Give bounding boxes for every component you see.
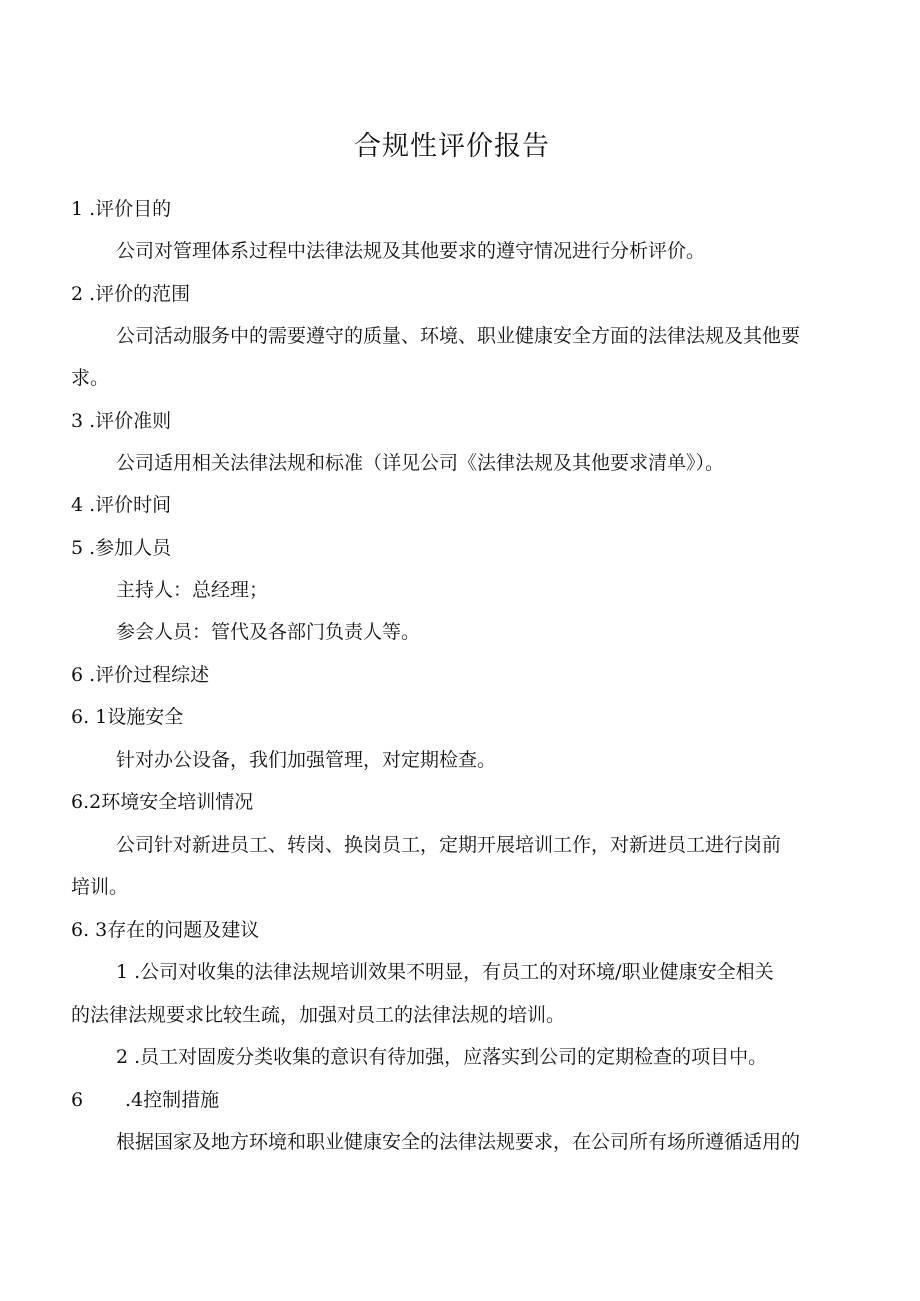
section-6-1-body: 针对办公设备，我们加强管理，对定期检查。 <box>116 749 497 771</box>
section-5-host: 主持人：总经理； <box>116 579 269 601</box>
section-6-3-item-2: 2 .员工对固废分类收集的意识有待加强，应落实到公司的定期检查的项目中。 <box>116 1046 768 1068</box>
section-6-3-item-1-line-2: 的法律法规要求比较生疏，加强对员工的法律法规的培训。 <box>71 1004 566 1026</box>
section-4-heading: 4 .评价时间 <box>71 494 172 516</box>
section-6-4-title: .4控制措施 <box>125 1089 220 1111</box>
section-6-heading: 6 .评价过程综述 <box>71 664 210 686</box>
section-6-4-body-line-1: 根据国家及地方环境和职业健康安全的法律法规要求，在公司所有场所遵循适用的 <box>116 1131 801 1153</box>
section-1-heading: 1 .评价目的 <box>71 198 172 220</box>
section-6-2-body-line-1: 公司针对新进员工、转岗、换岗员工，定期开展培训工作，对新进员工进行岗前 <box>116 834 782 856</box>
section-2-heading: 2 .评价的范围 <box>71 283 191 305</box>
section-1-body: 公司对管理体系过程中法律法规及其他要求的遵守情况进行分析评价。 <box>116 240 706 262</box>
section-6-2-body-line-2: 培训。 <box>71 876 129 898</box>
section-3-heading: 3 .评价准则 <box>71 410 172 432</box>
section-5-heading: 5 .参加人员 <box>71 537 172 559</box>
section-6-2-heading: 6.2环境安全培训情况 <box>71 791 254 813</box>
section-6-4-number: 6 <box>71 1089 84 1111</box>
document-title: 合规性评价报告 <box>354 131 550 162</box>
section-6-4-heading <box>71 1088 219 1112</box>
section-6-3-item-1-line-1: 1 .公司对收集的法律法规培训效果不明显，有员工的对环境/职业健康安全相关 <box>116 961 774 983</box>
section-3-body: 公司适用相关法律法规和标准（详见公司《法律法规及其他要求清单》）。 <box>116 452 725 474</box>
section-2-body-line-2: 求。 <box>71 367 110 389</box>
section-6-1-heading: 6. 1设施安全 <box>71 706 184 728</box>
section-6-3-heading: 6. 3存在的问题及建议 <box>71 919 260 941</box>
section-5-attendees: 参会人员：管代及各部门负责人等。 <box>116 621 421 643</box>
section-2-body-line-1: 公司活动服务中的需要遵守的质量、环境、职业健康安全方面的法律法规及其他要 <box>116 325 801 347</box>
